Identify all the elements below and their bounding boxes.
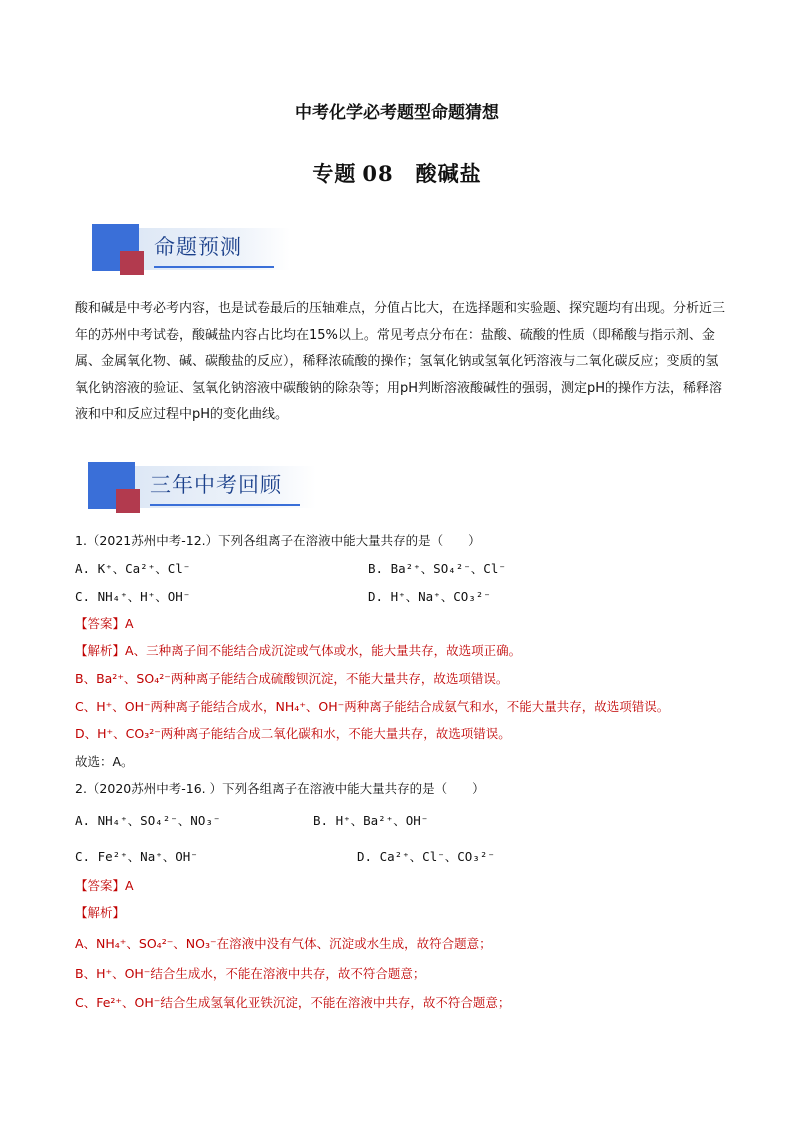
q2-option-d: D. Ca²⁺、Cl⁻、CO₃²⁻ (357, 849, 495, 864)
q2-exp-a: A、NH₄⁺、SO₄²⁻、NO₃⁻在溶液中没有气体、沉淀或水生成，故符合题意； (75, 936, 492, 951)
q1-option-d: D. H⁺、Na⁺、CO₃²⁻ (368, 589, 491, 604)
q2-option-c: C. Fe²⁺、Na⁺、OH⁻ (75, 849, 198, 864)
q1-analysis-a (75, 641, 521, 659)
section-banner-prediction (92, 224, 292, 282)
subtitle-number: 08 (362, 161, 394, 186)
banner-label: 三年中考回顾 (150, 473, 282, 497)
q2-stem: 2.（2020苏州中考-16. ）下列各组离子在溶液中能大量共存的是（ ） (75, 781, 485, 796)
document-subtitle (0, 158, 794, 188)
document-title: 中考化学必考题型命题猜想 (295, 103, 499, 123)
q2-exp-b: B、H⁺、OH⁻结合生成水，不能在溶液中共存，故不符合题意； (75, 966, 426, 981)
q2-answer-value: A (125, 878, 134, 893)
q1-exp-c: C、H⁺、OH⁻两种离子能结合成水，NH₄⁺、OH⁻两种离子能结合成氨气和水，不能大量共存，故选项错误。 (75, 699, 670, 714)
q1-option-a: A. K⁺、Ca²⁺、Cl⁻ (75, 561, 191, 576)
q1-stem: 1.（2021苏州中考-12.）下列各组离子在溶液中能大量共存的是（ ） (75, 533, 481, 548)
intro-paragraph: 酸和碱是中考必考内容，也是试卷最后的压轴难点，分值占比大，在选择题和实验题、探究题均有出现。分析近三年的苏州中考试卷，酸碱盐内容占比均在15%以上。常见考点分布在：盐酸、硫酸的性质（即稀酸与指示剂、金属、金属氧化物、碱、碳酸盐的反应），稀释浓硫酸的操作；氢氧化钠或氢氧化钙溶液与二氧化碳反应；变质的氢氧化钠溶液的验证、氢氧化钠溶液中碳酸钠的除杂等；用pH判断溶液酸碱性的强弱，测定pH的操作方法，稀释溶液和中和反应过程中pH的变化曲线。 (75, 301, 726, 422)
q2-exp-c: C、Fe²⁺、OH⁻结合生成氢氧化亚铁沉淀，不能在溶液中共存，故不符合题意； (75, 995, 511, 1010)
q1-conclusion: 故选：A。 (75, 754, 134, 769)
subtitle-topic: 酸碱盐 (415, 162, 482, 186)
q2-analysis-tag: 【解析】 (75, 905, 126, 920)
banner-red-square (116, 489, 140, 513)
subtitle-prefix: 专题 (312, 162, 357, 186)
q2-answer (75, 876, 134, 894)
q2-answer-tag: 【答案】 (75, 878, 126, 893)
q2-option-b: B. H⁺、Ba²⁺、OH⁻ (313, 813, 429, 828)
banner-underline (150, 504, 300, 506)
q1-option-b: B. Ba²⁺、SO₄²⁻、Cl⁻ (368, 561, 506, 576)
q1-answer (75, 614, 134, 632)
q1-exp-a: A、三种离子间不能结合成沉淀或气体或水，能大量共存，故选项正确。 (125, 643, 522, 658)
banner-red-square (120, 251, 144, 275)
section-banner-review (88, 462, 308, 520)
q1-exp-b: B、Ba²⁺、SO₄²⁻两种离子能结合成硫酸钡沉淀，不能大量共存，故选项错误。 (75, 671, 509, 686)
q1-option-c: C. NH₄⁺、H⁺、OH⁻ (75, 589, 191, 604)
q1-exp-d: D、H⁺、CO₃²⁻两种离子能结合成二氧化碳和水，不能大量共存，故选项错误。 (75, 726, 511, 741)
banner-label: 命题预测 (154, 235, 242, 259)
q1-answer-value: A (125, 616, 134, 631)
banner-underline (154, 266, 274, 268)
q1-answer-tag: 【答案】 (75, 616, 126, 631)
q1-analysis-tag: 【解析】 (75, 643, 126, 658)
q2-option-a: A. NH₄⁺、SO₄²⁻、NO₃⁻ (75, 813, 221, 828)
